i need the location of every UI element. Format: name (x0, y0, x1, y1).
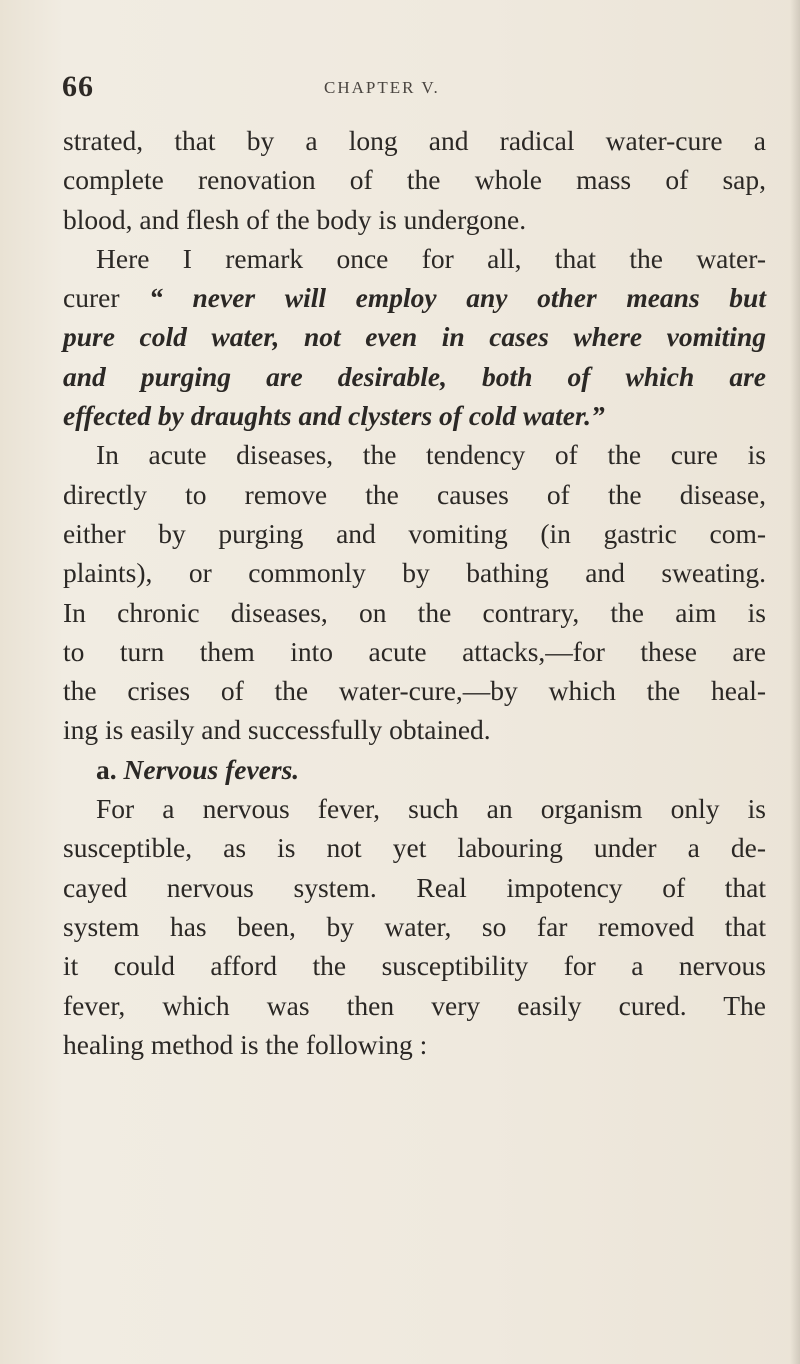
text-line (63, 278, 766, 317)
text-line: susceptible, as is not yet labouring under a de- (63, 832, 766, 864)
text-line: blood, and flesh of the body is undergone. (63, 203, 527, 235)
text-line: plaints), or commonly by bathing and sweating. (63, 557, 766, 589)
text-line: it could afford the susceptibility for a nervous (63, 950, 766, 982)
text-line: system has been, by water, so far removed that (63, 910, 766, 942)
text-line: For a nervous fever, such an organism only is (96, 793, 766, 825)
text-line: ing is easily and successfully obtained. (63, 714, 491, 746)
quotation-italic: effected by draughts and clysters of cold water.” (63, 400, 605, 432)
text-line (63, 357, 766, 396)
quotation-italic: “ never will employ any other means but (149, 282, 766, 314)
text-line: fever, which was then very easily cured. The (63, 989, 766, 1021)
text-line: either by purging and vomiting (in gastric com- (63, 517, 766, 549)
text-line: to turn them into acute attacks,—for these are (63, 635, 766, 667)
text-line: healing method is the following : (63, 1028, 428, 1060)
text-line (63, 317, 766, 356)
page-edge-shadow (790, 0, 800, 1364)
text-line: cayed nervous system. Real impotency of that (63, 871, 766, 903)
section-heading (63, 750, 766, 789)
body-text (63, 121, 766, 1064)
text-line: In acute diseases, the tendency of the cure is (96, 439, 766, 471)
page-header (62, 70, 762, 110)
text-line: strated, that by a long and radical water-cure a (63, 125, 766, 156)
text-line: In chronic diseases, on the contrary, the aim is (63, 596, 766, 628)
text-line: Here I remark once for all, that the water- (96, 242, 766, 274)
quotation-italic: and purging are desirable, both of which are (63, 360, 766, 392)
running-head: CHAPTER V. (324, 78, 440, 97)
text-fragment: curer (63, 282, 150, 314)
text-line (63, 396, 766, 435)
text-line: complete renovation of the whole mass of sap, (63, 164, 766, 196)
page-number: 66 (62, 70, 94, 103)
section-letter: a. (96, 753, 124, 785)
section-title: Nervous fevers. (123, 753, 300, 785)
text-line: directly to remove the causes of the disease, (63, 478, 766, 510)
quotation-italic: pure cold water, not even in cases where vomiting (63, 321, 766, 353)
text-line: the crises of the water-cure,—by which the heal- (63, 675, 766, 707)
